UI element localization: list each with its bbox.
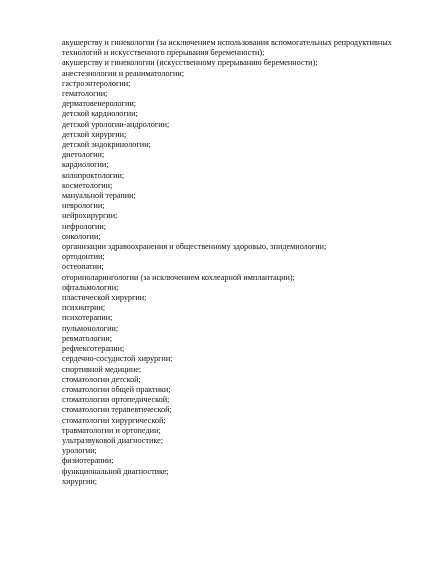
list-item-text: акушерству и гинекологии (за исключением использования вспомогательных репродуктивных технологий и искусственного прерывания беременности); <box>62 38 392 58</box>
list-item <box>53 58 421 68</box>
list-item <box>53 140 421 150</box>
list-item <box>53 273 421 283</box>
list-item <box>53 375 421 385</box>
list-item <box>53 99 421 109</box>
list-item <box>53 334 421 344</box>
list-item-text: остеопатии; <box>62 262 104 272</box>
list-item <box>53 436 421 446</box>
list-item-text: пластической хирургии; <box>62 293 147 303</box>
list-item-text: ортодонтии; <box>62 252 105 262</box>
list-item-text: офтальмологии; <box>62 282 119 292</box>
list-item <box>53 69 421 79</box>
list-item-text: функциональной диагностике; <box>62 466 169 476</box>
list-item <box>53 283 421 293</box>
list-item <box>53 79 421 89</box>
list-item-text: детской хирургии; <box>62 129 127 139</box>
list-item-text: физиотерапии; <box>62 456 114 466</box>
list-item-text: детской кардиологии; <box>62 109 138 119</box>
list-item-text: оториноларингологии (за исключением кохлеарной имплантации); <box>62 272 295 282</box>
list-item-text: гастроэнтерологии; <box>62 78 131 88</box>
list-item <box>53 201 421 211</box>
list-item-text: урологии; <box>62 446 97 456</box>
list-item-text: нейрохирургии; <box>62 211 118 221</box>
list-item-text: стоматологии общей практики; <box>62 384 171 394</box>
list-item <box>53 150 421 160</box>
list-item <box>53 303 421 313</box>
list-item <box>53 293 421 303</box>
list-item-text: травматологии и ортопедии; <box>62 425 161 435</box>
list-item <box>53 324 421 334</box>
list-item-text: стоматологии детской; <box>62 374 141 384</box>
list-item-text: организации здравоохранения и общественному здоровью, эпидемиологии; <box>62 242 327 252</box>
list-item-text: анестезиологии и реаниматологии; <box>62 68 184 78</box>
list-item-text: детской урологии-андрологии; <box>62 119 170 129</box>
list-item-text: ультразвуковой диагностике; <box>62 435 164 445</box>
list-item <box>53 120 421 130</box>
list-item <box>53 181 421 191</box>
list-item <box>53 211 421 221</box>
specialty-list <box>53 38 421 487</box>
list-item-text: рефлексотерапии; <box>62 344 125 354</box>
list-item-text: спортивной медицине; <box>62 364 142 374</box>
list-item-text: гематологии; <box>62 89 108 99</box>
list-item <box>53 467 421 477</box>
list-item <box>53 222 421 232</box>
list-item <box>53 365 421 375</box>
list-item <box>53 395 421 405</box>
list-item <box>53 130 421 140</box>
list-item <box>53 313 421 323</box>
list-item-text: диетологии; <box>62 150 105 160</box>
list-item-text: стоматологии терапевтической; <box>62 405 172 415</box>
list-item <box>53 109 421 119</box>
list-item-text: онкологии; <box>62 231 101 241</box>
list-item-text: косметологии; <box>62 180 113 190</box>
list-item <box>53 171 421 181</box>
list-item-text: кардиологии; <box>62 160 109 170</box>
list-item <box>53 385 421 395</box>
list-item-text: пульмонологии; <box>62 323 119 333</box>
list-item-text: детской эндокринологии; <box>62 140 151 150</box>
list-item-text: акушерству и гинекологии (искусственному прерыванию беременности); <box>62 58 318 68</box>
list-item <box>53 38 421 58</box>
list-item-text: психиатрии; <box>62 303 106 313</box>
list-item <box>53 477 421 487</box>
list-item <box>53 242 421 252</box>
list-item <box>53 354 421 364</box>
list-item-text: колопроктологии; <box>62 170 125 180</box>
list-item-text: стоматологии ортопедической; <box>62 395 170 405</box>
list-item <box>53 405 421 415</box>
list-item-text: сердечно-сосудистой хирургии; <box>62 354 173 364</box>
list-item <box>53 416 421 426</box>
list-item <box>53 89 421 99</box>
list-item-text: дерматовенерологии; <box>62 99 137 109</box>
list-item <box>53 160 421 170</box>
list-item-text: ревматологии; <box>62 333 113 343</box>
list-item <box>53 426 421 436</box>
list-item-text: неврологии; <box>62 201 105 211</box>
list-item <box>53 252 421 262</box>
list-item-text: стоматологии хирургической; <box>62 415 166 425</box>
list-item <box>53 446 421 456</box>
list-item <box>53 232 421 242</box>
list-item <box>53 262 421 272</box>
list-item-text: психотерапии; <box>62 313 113 323</box>
list-item-text: мануальной терапии; <box>62 191 136 201</box>
list-item-text: нефрологии; <box>62 221 107 231</box>
list-item <box>53 456 421 466</box>
list-item <box>53 191 421 201</box>
list-item-text: хирургии; <box>62 476 98 486</box>
list-item <box>53 344 421 354</box>
